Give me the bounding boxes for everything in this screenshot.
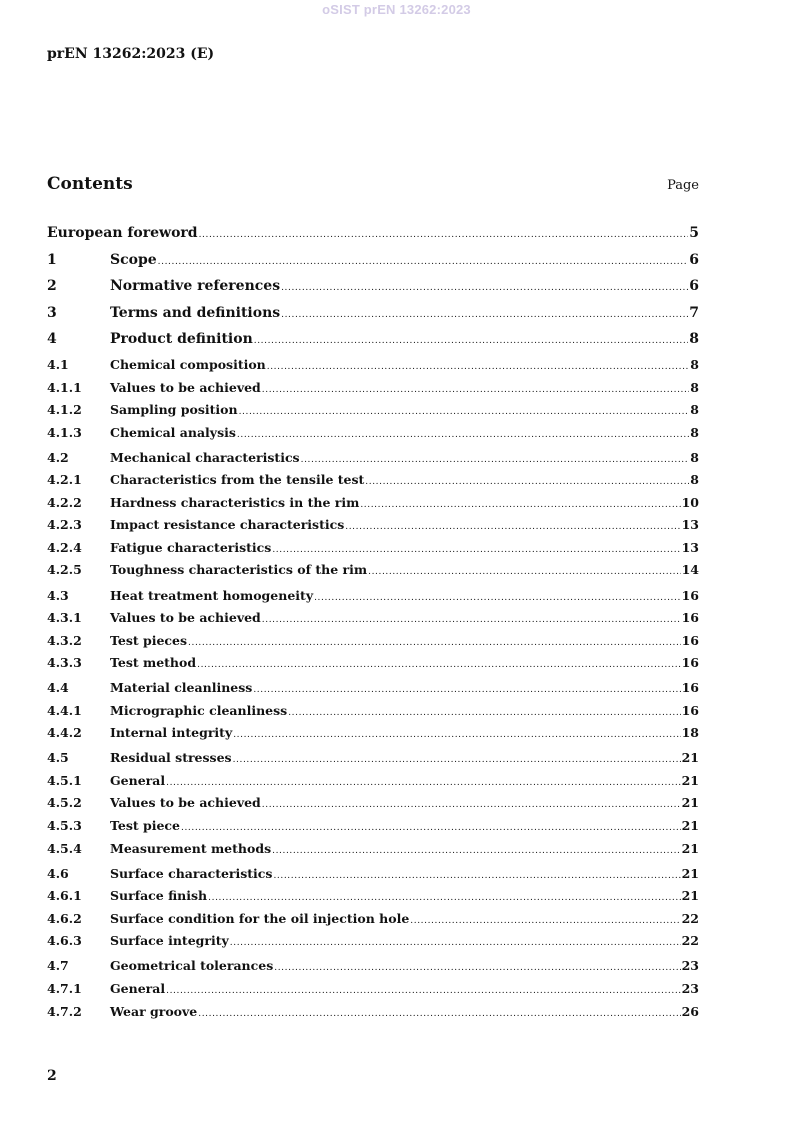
toc-dot-leader xyxy=(158,257,689,267)
toc-entry-title: Surface condition for the oil injection hole xyxy=(110,911,410,926)
toc-entry-number: 1 xyxy=(47,252,57,268)
toc-entry[interactable] xyxy=(47,450,699,468)
toc-entry-number: 4.4 xyxy=(47,680,69,695)
toc-dot-leader xyxy=(181,823,681,833)
toc-entry-number: 4.5.4 xyxy=(47,841,82,856)
toc-entry-page: 8 xyxy=(690,425,699,440)
toc-dot-leader xyxy=(314,593,681,603)
toc-entry-title: Residual stresses xyxy=(110,750,232,765)
toc-entry-number: 4.3 xyxy=(47,588,69,603)
toc-dot-leader xyxy=(253,685,680,695)
toc-entry[interactable] xyxy=(47,610,699,628)
toc-entry-number: 4.7.1 xyxy=(47,981,82,996)
contents-title: Contents xyxy=(47,174,133,194)
toc-entry[interactable] xyxy=(47,517,699,535)
toc-entry-page: 7 xyxy=(689,305,699,321)
toc-entry-number: 4.1 xyxy=(47,357,69,372)
toc-entry-page: 21 xyxy=(681,773,699,788)
toc-dot-leader xyxy=(262,385,690,395)
toc-entry-number: 4.3.2 xyxy=(47,633,82,648)
toc-entry[interactable] xyxy=(47,818,699,836)
toc-entry-page: 23 xyxy=(681,981,699,996)
toc-entry-number: 4.2 xyxy=(47,450,69,465)
toc-dot-leader xyxy=(273,871,680,881)
toc-dot-leader xyxy=(288,708,680,718)
toc-entry-title: Geometrical tolerances xyxy=(110,958,274,973)
toc-entry-page: 21 xyxy=(681,888,699,903)
toc-entry-title: General xyxy=(110,773,166,788)
toc-dot-leader xyxy=(368,567,680,577)
toc-entry-page: 16 xyxy=(681,703,699,718)
toc-entry-number: 4.5.3 xyxy=(47,818,82,833)
toc-entry-number: 4.4.1 xyxy=(47,703,82,718)
toc-entry-title: Values to be achieved xyxy=(110,610,261,625)
toc-entry[interactable] xyxy=(47,958,699,976)
toc-entry-page: 10 xyxy=(681,495,699,510)
toc-entry-page: 26 xyxy=(681,1004,699,1019)
toc-entry-number: 4.2.5 xyxy=(47,562,82,577)
toc-entry[interactable] xyxy=(47,841,699,859)
toc-entry[interactable] xyxy=(47,866,699,884)
toc-entry-title: Chemical composition xyxy=(110,357,266,372)
toc-entry-number: 4.4.2 xyxy=(47,725,82,740)
toc-entry-number: 4.6.3 xyxy=(47,933,82,948)
toc-entry-number: 4.1.1 xyxy=(47,380,82,395)
toc-dot-leader xyxy=(166,986,680,996)
toc-entry-page: 8 xyxy=(690,357,699,372)
toc-entry-page: 8 xyxy=(690,472,699,487)
toc-entry-number: 4.2.2 xyxy=(47,495,82,510)
toc-entry-number: 4.6 xyxy=(47,866,69,881)
toc-entry-number: 4.2.1 xyxy=(47,472,82,487)
toc-entry[interactable] xyxy=(47,495,699,513)
toc-dot-leader xyxy=(254,336,689,346)
toc-entry-title: Values to be achieved xyxy=(110,380,261,395)
toc-entry[interactable] xyxy=(47,225,699,243)
page-number: 2 xyxy=(47,1068,57,1084)
toc-dot-leader xyxy=(272,846,680,856)
toc-dot-leader xyxy=(239,407,690,417)
toc-entry[interactable] xyxy=(47,933,699,951)
toc-entry[interactable] xyxy=(47,655,699,673)
toc-entry-title: Toughness characteristics of the rim xyxy=(110,562,368,577)
toc-dot-leader xyxy=(230,938,681,948)
toc-entry-page: 21 xyxy=(681,795,699,810)
toc-entry-title: Micrographic cleanliness xyxy=(110,703,288,718)
toc-entry-number: 4.6.2 xyxy=(47,911,82,926)
toc-entry-title: Wear groove xyxy=(110,1004,198,1019)
toc-entry-title: General xyxy=(110,981,166,996)
toc-entry-title: Scope xyxy=(110,252,157,268)
toc-dot-leader xyxy=(345,522,680,532)
toc-entry-title: Terms and definitions xyxy=(110,305,281,321)
toc-entry[interactable] xyxy=(47,278,699,296)
toc-entry-number: 4.7 xyxy=(47,958,69,973)
toc-entry-title: Surface characteristics xyxy=(110,866,273,881)
toc-dot-leader xyxy=(198,1009,680,1019)
toc-entry-title: Characteristics from the tensile test xyxy=(110,472,365,487)
toc-entry[interactable] xyxy=(47,633,699,651)
toc-entry-title: Material cleanliness xyxy=(110,680,253,695)
toc-entry-title: Chemical analysis xyxy=(110,425,236,440)
toc-dot-leader xyxy=(274,963,680,973)
toc-entry-page: 16 xyxy=(681,680,699,695)
toc-entry[interactable] xyxy=(47,750,699,768)
toc-dot-leader xyxy=(272,545,680,555)
toc-entry[interactable] xyxy=(47,795,699,813)
toc-entry-title: Values to be achieved xyxy=(110,795,261,810)
toc-entry[interactable] xyxy=(47,305,699,323)
toc-entry-title: Fatigue characteristics xyxy=(110,540,272,555)
toc-entry-page: 23 xyxy=(681,958,699,973)
toc-entry-page: 21 xyxy=(681,750,699,765)
toc-entry-number: 4 xyxy=(47,331,57,347)
toc-entry-title: Normative references xyxy=(110,278,281,294)
toc-entry[interactable] xyxy=(47,252,699,270)
toc-entry-page: 5 xyxy=(689,225,699,241)
toc-entry[interactable] xyxy=(47,911,699,929)
toc-entry-page: 14 xyxy=(681,562,699,577)
toc-entry-title: Surface finish xyxy=(110,888,208,903)
toc-entry-title: Surface integrity xyxy=(110,933,229,948)
toc-entry[interactable] xyxy=(47,981,699,999)
toc-entry[interactable] xyxy=(47,380,699,398)
toc-entry-title: Test piece xyxy=(110,818,180,833)
toc-dot-leader xyxy=(281,310,688,320)
toc-entry[interactable] xyxy=(47,773,699,791)
toc-entry-title: Impact resistance characteristics xyxy=(110,517,345,532)
toc-entry-page: 16 xyxy=(681,588,699,603)
toc-entry-title: Heat treatment homogeneity xyxy=(110,588,314,603)
toc-dot-leader xyxy=(301,455,690,465)
toc-entry[interactable] xyxy=(47,472,699,490)
toc-entry-page: 21 xyxy=(681,866,699,881)
toc-entry-title: European foreword xyxy=(47,225,198,241)
document-id: prEN 13262:2023 (E) xyxy=(47,46,215,62)
toc-entry[interactable] xyxy=(47,703,699,721)
toc-dot-leader xyxy=(233,730,680,740)
toc-entry-number: 2 xyxy=(47,278,57,294)
toc-entry[interactable] xyxy=(47,402,699,420)
watermark: oSIST prEN 13262:2023 xyxy=(322,2,471,17)
toc-dot-leader xyxy=(188,638,681,648)
toc-entry-page: 21 xyxy=(681,818,699,833)
toc-entry-number: 4.7.2 xyxy=(47,1004,82,1019)
toc-entry-title: Measurement methods xyxy=(110,841,272,856)
toc-entry-title: Sampling position xyxy=(110,402,238,417)
toc-entry-title: Hardness characteristics in the rim xyxy=(110,495,360,510)
toc-entry-page: 6 xyxy=(689,252,699,268)
toc-entry-page: 13 xyxy=(681,540,699,555)
toc-entry-page: 8 xyxy=(690,402,699,417)
toc-entry-page: 22 xyxy=(681,911,699,926)
toc-dot-leader xyxy=(267,362,690,372)
toc-entry[interactable] xyxy=(47,357,699,375)
toc-entry-number: 4.3.3 xyxy=(47,655,82,670)
toc-dot-leader xyxy=(262,800,681,810)
toc-dot-leader xyxy=(410,916,680,926)
toc-entry[interactable] xyxy=(47,425,699,443)
toc-entry-page: 8 xyxy=(689,331,699,347)
page-column-label: Page xyxy=(667,178,699,193)
toc-entry-number: 4.5.2 xyxy=(47,795,82,810)
toc-dot-leader xyxy=(237,430,689,440)
toc-entry[interactable] xyxy=(47,540,699,558)
toc-entry-number: 4.5.1 xyxy=(47,773,82,788)
toc-dot-leader xyxy=(262,615,681,625)
toc-entry-title: Product definition xyxy=(110,331,253,347)
toc-dot-leader xyxy=(360,500,680,510)
toc-entry-number: 4.3.1 xyxy=(47,610,82,625)
toc-entry[interactable] xyxy=(47,680,699,698)
toc-entry-title: Test pieces xyxy=(110,633,188,648)
toc-entry-number: 4.1.3 xyxy=(47,425,82,440)
toc-entry-page: 22 xyxy=(681,933,699,948)
toc-dot-leader xyxy=(166,778,680,788)
toc-entry-number: 4.2.4 xyxy=(47,540,82,555)
toc-entry[interactable] xyxy=(47,1004,699,1022)
toc-entry-page: 16 xyxy=(681,655,699,670)
toc-entry-number: 4.6.1 xyxy=(47,888,82,903)
toc-entry-page: 18 xyxy=(681,725,699,740)
toc-entry-page: 13 xyxy=(681,517,699,532)
toc-entry-page: 8 xyxy=(690,380,699,395)
toc-entry-title: Internal integrity xyxy=(110,725,233,740)
toc-entry-page: 21 xyxy=(681,841,699,856)
toc-dot-leader xyxy=(281,283,688,293)
contents-header xyxy=(47,174,699,198)
toc-dot-leader xyxy=(365,477,689,487)
toc-entry-page: 16 xyxy=(681,633,699,648)
toc-entry[interactable] xyxy=(47,888,699,906)
toc-entry-number: 4.1.2 xyxy=(47,402,82,417)
toc-dot-leader xyxy=(199,230,689,240)
toc-entry-page: 8 xyxy=(690,450,699,465)
toc-entry[interactable] xyxy=(47,588,699,606)
toc-entry-number: 3 xyxy=(47,305,57,321)
toc-dot-leader xyxy=(233,755,681,765)
toc-entry[interactable] xyxy=(47,562,699,580)
toc-entry[interactable] xyxy=(47,725,699,743)
toc-entry-title: Mechanical characteristics xyxy=(110,450,300,465)
toc-entry-number: 4.5 xyxy=(47,750,69,765)
toc-dot-leader xyxy=(208,893,680,903)
toc-entry-page: 6 xyxy=(689,278,699,294)
toc-entry-title: Test method xyxy=(110,655,197,670)
toc-entry[interactable] xyxy=(47,331,699,349)
toc-entry-page: 16 xyxy=(681,610,699,625)
toc-dot-leader xyxy=(197,660,680,670)
toc-entry-number: 4.2.3 xyxy=(47,517,82,532)
